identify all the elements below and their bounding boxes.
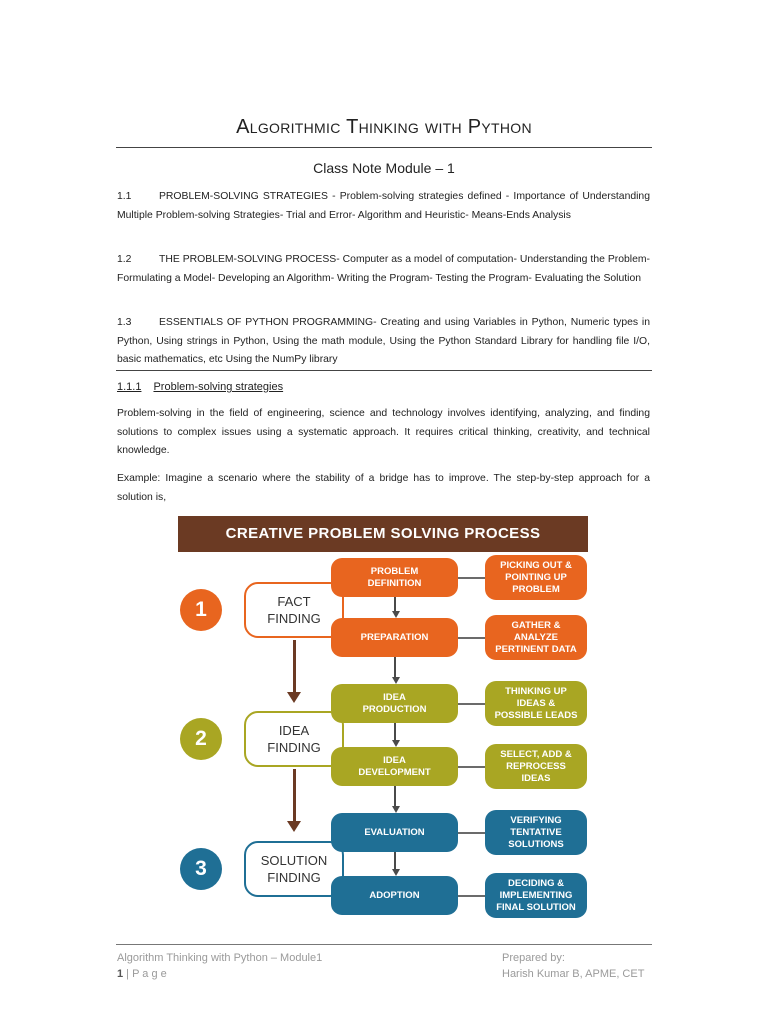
section-title: Problem-solving strategies	[153, 381, 284, 393]
body-paragraph: Problem-solving in the field of engineering, science and technology involves identifying, analyzing, and finding solutions to complex issues using a systematic approach. It requires critical thinking, creativity, and technical knowledge.	[117, 408, 650, 456]
footer-right	[502, 950, 644, 982]
process-step-detail-box	[485, 681, 587, 726]
process-step-detail-box	[485, 810, 587, 855]
syllabus-item	[117, 314, 650, 370]
process-step-box	[331, 558, 458, 597]
step-connector-line	[458, 637, 485, 639]
step-connector-line	[458, 766, 485, 768]
syllabus-text: PROBLEM-SOLVING STRATEGIES - Problem-solving strategies defined - Importance of Understanding Multiple Problem-solving Strategies- Trial and Error- Algorithm and Heuristic- Means-Ends Analysis	[117, 191, 650, 221]
syllabus-number: 1.1	[117, 191, 132, 202]
phase-label: SOLUTION FINDING	[260, 853, 328, 885]
step-connector-line	[394, 723, 396, 740]
process-step-detail: THINKING UP IDEAS & POSSIBLE LEADS	[494, 685, 578, 721]
process-step-label: PREPARATION	[360, 631, 429, 643]
step-connector-line	[394, 597, 396, 611]
phase-circle-3: 3	[180, 848, 222, 890]
phase-box-idea-finding	[244, 711, 344, 767]
prepared-by-label: Prepared by:	[502, 952, 565, 964]
step-connector-line	[458, 703, 485, 705]
process-step-detail: SELECT, ADD & REPROCESS IDEAS	[500, 748, 572, 784]
process-step-detail: GATHER & ANALYZE PERTINENT DATA	[495, 619, 577, 655]
step-connector-line	[394, 852, 396, 869]
down-arrow-icon	[392, 677, 400, 684]
footer-document-name: Algorithm Thinking with Python – Module1	[117, 952, 323, 964]
step-connector-line	[458, 577, 485, 579]
phase-circle-1: 1	[180, 589, 222, 631]
down-arrow-icon	[392, 806, 400, 813]
page-number: 1	[117, 968, 124, 980]
page-indicator	[117, 966, 322, 982]
page-label: | P a g e	[123, 968, 167, 980]
infographic-banner: CREATIVE PROBLEM SOLVING PROCESS	[178, 516, 588, 552]
step-connector-line	[458, 895, 485, 897]
down-arrow-icon	[392, 869, 400, 876]
process-step-detail-box	[485, 615, 587, 660]
phase-label: IDEA FINDING	[267, 723, 321, 755]
process-step-box	[331, 813, 458, 852]
syllabus-text: THE PROBLEM-SOLVING PROCESS- Computer as a model of computation- Understanding the Problem- Formulating a Model- Developing an Algorithm- Writing the Program- Testing the Program- Evaluating the Solution	[117, 254, 650, 284]
footer-divider	[116, 944, 652, 945]
syllabus-number: 1.2	[117, 254, 132, 265]
title-divider	[116, 147, 652, 148]
process-step-detail-box	[485, 555, 587, 600]
creative-problem-solving-infographic	[178, 514, 592, 924]
section-heading	[117, 381, 283, 393]
document-subtitle: Class Note Module – 1	[313, 160, 455, 176]
down-arrow-icon	[287, 821, 301, 832]
phase-connector-line	[293, 640, 296, 694]
process-step-detail: DECIDING & IMPLEMENTING FINAL SOLUTION	[496, 877, 576, 913]
process-step-label: PROBLEM DEFINITION	[367, 565, 422, 589]
process-step-box	[331, 876, 458, 915]
process-step-detail: PICKING OUT & POINTING UP PROBLEM	[500, 559, 572, 595]
phase-label: FACT FINDING	[267, 594, 321, 626]
process-step-detail-box	[485, 744, 587, 789]
process-step-detail-box	[485, 873, 587, 918]
down-arrow-icon	[392, 740, 400, 747]
down-arrow-icon	[392, 611, 400, 618]
process-step-label: IDEA DEVELOPMENT	[358, 754, 431, 778]
phase-box-solution-finding	[244, 841, 344, 897]
process-step-box	[331, 747, 458, 786]
process-step-label: EVALUATION	[364, 826, 425, 838]
step-connector-line	[394, 657, 396, 677]
process-step-label: ADOPTION	[369, 889, 420, 901]
syllabus-item	[117, 188, 650, 225]
step-connector-line	[394, 786, 396, 806]
author-name: Harish Kumar B, APME, CET	[502, 968, 645, 980]
footer-left	[117, 950, 322, 982]
phase-circle-2: 2	[180, 718, 222, 760]
section-divider	[116, 370, 652, 371]
syllabus-number: 1.3	[117, 317, 132, 328]
process-step-label: IDEA PRODUCTION	[362, 691, 427, 715]
document-title: Algorithmic Thinking with Python	[236, 116, 532, 138]
syllabus-text: ESSENTIALS OF PYTHON PROGRAMMING- Creating and using Variables in Python, Numeric types in Python, Using strings in Python, Using the math module, Using the Python Standard Library for handling file I/O, basic mathematics, etc Using the NumPy library	[117, 317, 650, 365]
step-connector-line	[458, 832, 485, 834]
process-step-box	[331, 684, 458, 723]
process-step-box	[331, 618, 458, 657]
body-paragraph: Example: Imagine a scenario where the stability of a bridge has to improve. The step-by-step approach for a solution is,	[117, 473, 650, 503]
phase-box-fact-finding	[244, 582, 344, 638]
phase-connector-line	[293, 769, 296, 823]
process-step-detail: VERIFYING TENTATIVE SOLUTIONS	[508, 814, 564, 850]
section-number: 1.1.1	[117, 381, 142, 393]
down-arrow-icon	[287, 692, 301, 703]
syllabus-item	[117, 251, 650, 288]
